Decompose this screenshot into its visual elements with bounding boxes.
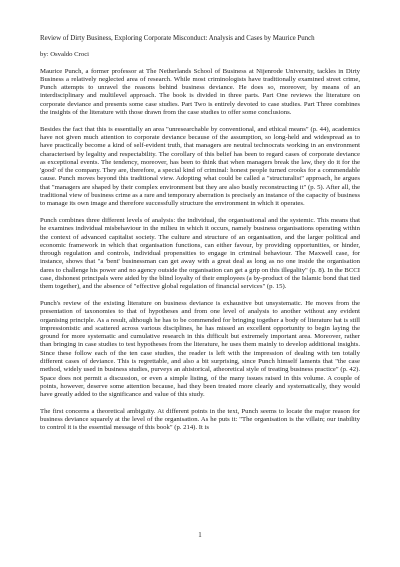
author-byline: by: Osvaldo Croci: [40, 51, 90, 59]
paragraph-levels-of-analysis: Punch combines three different levels of analysis: the individual, the organisational and the systemic. This means that he examines individual misbehaviour in the milieu in which it occurs, namely business organisations operating within the context of advanced capitalist society. The culture and structure of an organisation, and the larger political and economic framework in which that organisation functions, can either favour, by providing opportunities, or hinder, through regulation and controls, individual propensities to engage in criminal behaviour. The Maxwell case, for instance, shows that "a 'bent' businessman can get away with a great deal as long as no one inside the organisation dares to challenge his power and no agency outside the organisation can get a grip on this illegality" (p. 8). In the BCCI case, dishonest principals were aided by the blind loyalty of their employees (a by-product of the Islamic bond that tied them together), and the absence of "effective global regulation of financial services" (p. 15).: [40, 216, 360, 291]
paragraph-theoretical-ambiguity: The first concerns a theoretical ambiguity. At different points in the text, Punch seems to locate the major reason for business deviance squarely at the level of the organisation. As he puts it: "The organisation is the villain; our inability to control it is the essential message of this book" (p. 214). It is: [40, 407, 360, 432]
document-title: Review of Dirty Business, Exploring Corporate Misconduct: Analysis and Cases by Maurice Punch: [40, 35, 315, 42]
paragraph-literature-review: Punch's review of the existing literature on business deviance is exhaustive but unsystematic. He moves from the presentation of taxonomies to that of hypotheses and from one level of analysis to another without any evident organising principle. As a result, although he has to be commended for bringing together a body of literature hat is still impressionistic and scattered across various disciplines, he has missed an excellent opportunity to begin laying the ground for more systematic and cumulative research in this difficult but extremely important area. Moreover, rather than bringing in case studies to test hypotheses from the literature, he uses them mainly to develop additional insights. Since these follow each of the ten case studies, the reader is left with the impression of dealing with ten totally different cases of deviance. This is regrettable, and also a bit surprising, since Punch himself laments that "the case method, widely used in business studies, purveys an ahistorical, atheoretical style of treating business practice" (p. 42). Space does not permit a discussion, or even a simple listing, of the many issues raised in this volume. A couple of points, however, deserve some attention because, had they been treated more clearly and systematically, they would have greatly added to the significance and value of this study.: [40, 299, 360, 399]
paragraph-intro: Maurice Punch, a former professor at The Netherlands School of Business at Nijenrode University, tackles in Dirty Business a relatively neglected area of research. While most criminologists have traditionally examined street crime, Punch attempts to unravel the reasons behind business deviance. He does so, moreover, by means of an interdisciplinary and multilevel approach. The book is divided in three parts. Part One reviews the literature on corporate deviance and presents some case studies. Part Two is entirely devoted to case studies. Part Three combines the insights of the literature with those drawn from the case studies to offer some conclusions.: [40, 67, 360, 117]
paragraph-traditional-view: Besides the fact that this is essentially an area "unresearchable by conventional, and ethical means" (p. 44), academics have not given much attention to corporate deviance because of the assumption, so long-held and widespread as to have practically become a kind of self-evident truth, that managers are neutral technocrats working in an environment characterised by legality and respectability. The corollary of this belief has been to regard cases of corporate deviance as exceptional events. The tendency, moreover, has been to think that when managers break the law, they do it for the 'good' of the company. They are, therefore, a special kind of criminal: honest people turned crooks for a commendable cause. Punch moves beyond this traditional view. Adopting what could be called a "structuralist" approach, he argues that "managers are shaped by their complex environment but they are also busily reconstructing it" (p. 5). After all, the traditional view of business crime as a rare and temporary aberration is precisely an instance of the capacity of business to manage its own image and therefore successfully structure the environment in which it operates.: [40, 125, 360, 208]
page-number: 1: [198, 532, 202, 539]
